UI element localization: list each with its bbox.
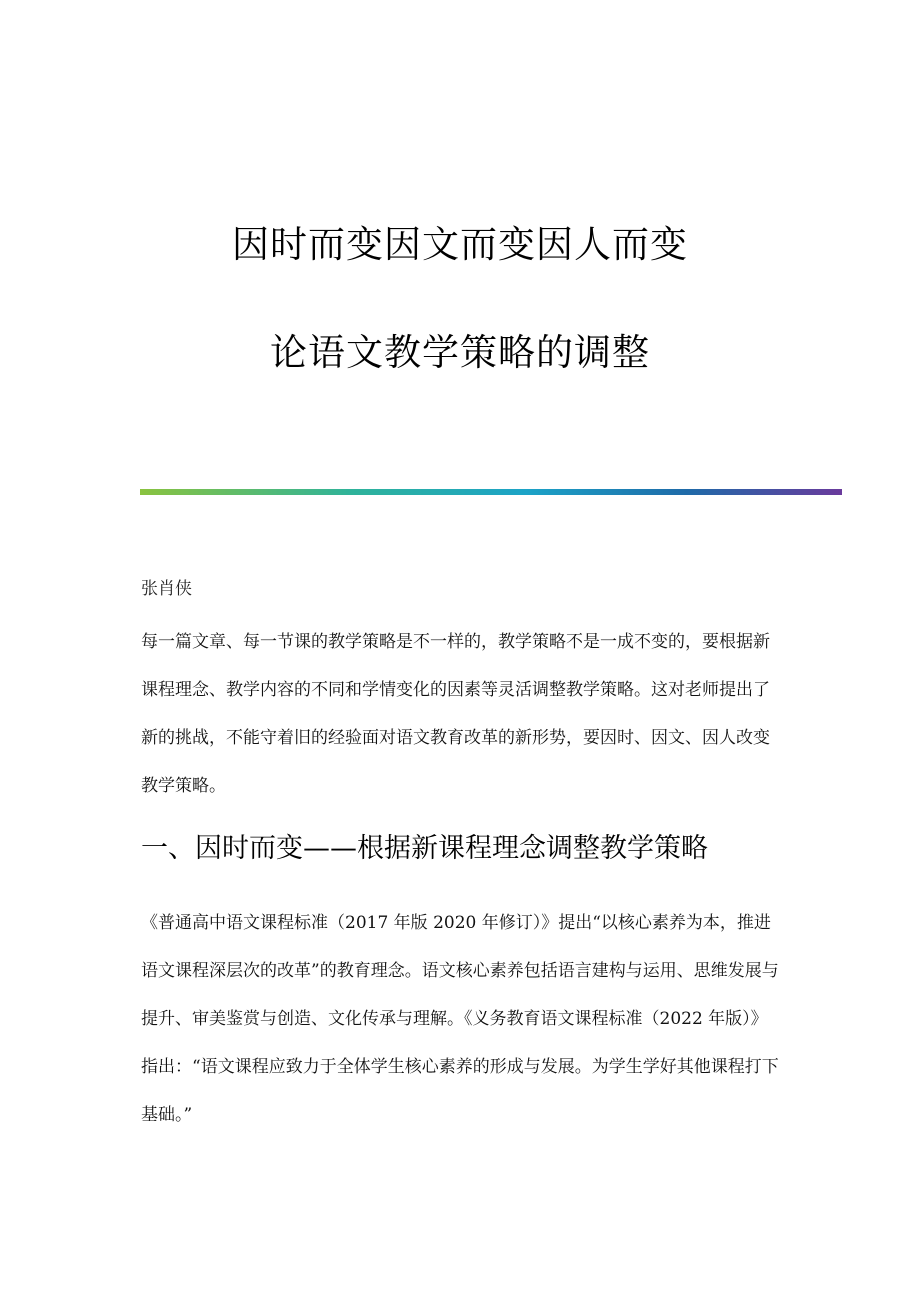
intro-paragraph: 每一篇文章、每一节课的教学策略是不一样的，教学策略不是一成不变的，要根据新课程理念、教学内容的不同和学情变化的因素等灵活调整教学策略。这对老师提出了新的挑战，不能守着旧的经验面对语文教育改革的新形势，要因时、因文、因人改变教学策略。 xyxy=(141,632,770,796)
author-name: 张肖侠 xyxy=(141,579,192,599)
gradient-divider xyxy=(140,489,842,495)
section-heading: 一、因时而变——根据新课程理念调整教学策略 xyxy=(141,833,708,864)
document-title-line1: 因时而变因文而变因人而变 xyxy=(232,223,688,266)
section-paragraph: 《普通高中语文课程标准（2017 年版 2020 年修订）》提出“以核心素养为本，推进语文课程深层次的改革”的教育理念。语文核心素养包括语言建构与运用、思维发展与提升、审美鉴赏与创造、文化传承与理解。《义务教育语文课程标准（2022 年版）》指出：“语文课程应致力于全体学生核心素养的形成与发展。为学生学好其他课程打下基础。” xyxy=(141,913,779,1125)
document-title-line2: 论语文教学策略的调整 xyxy=(270,331,650,374)
